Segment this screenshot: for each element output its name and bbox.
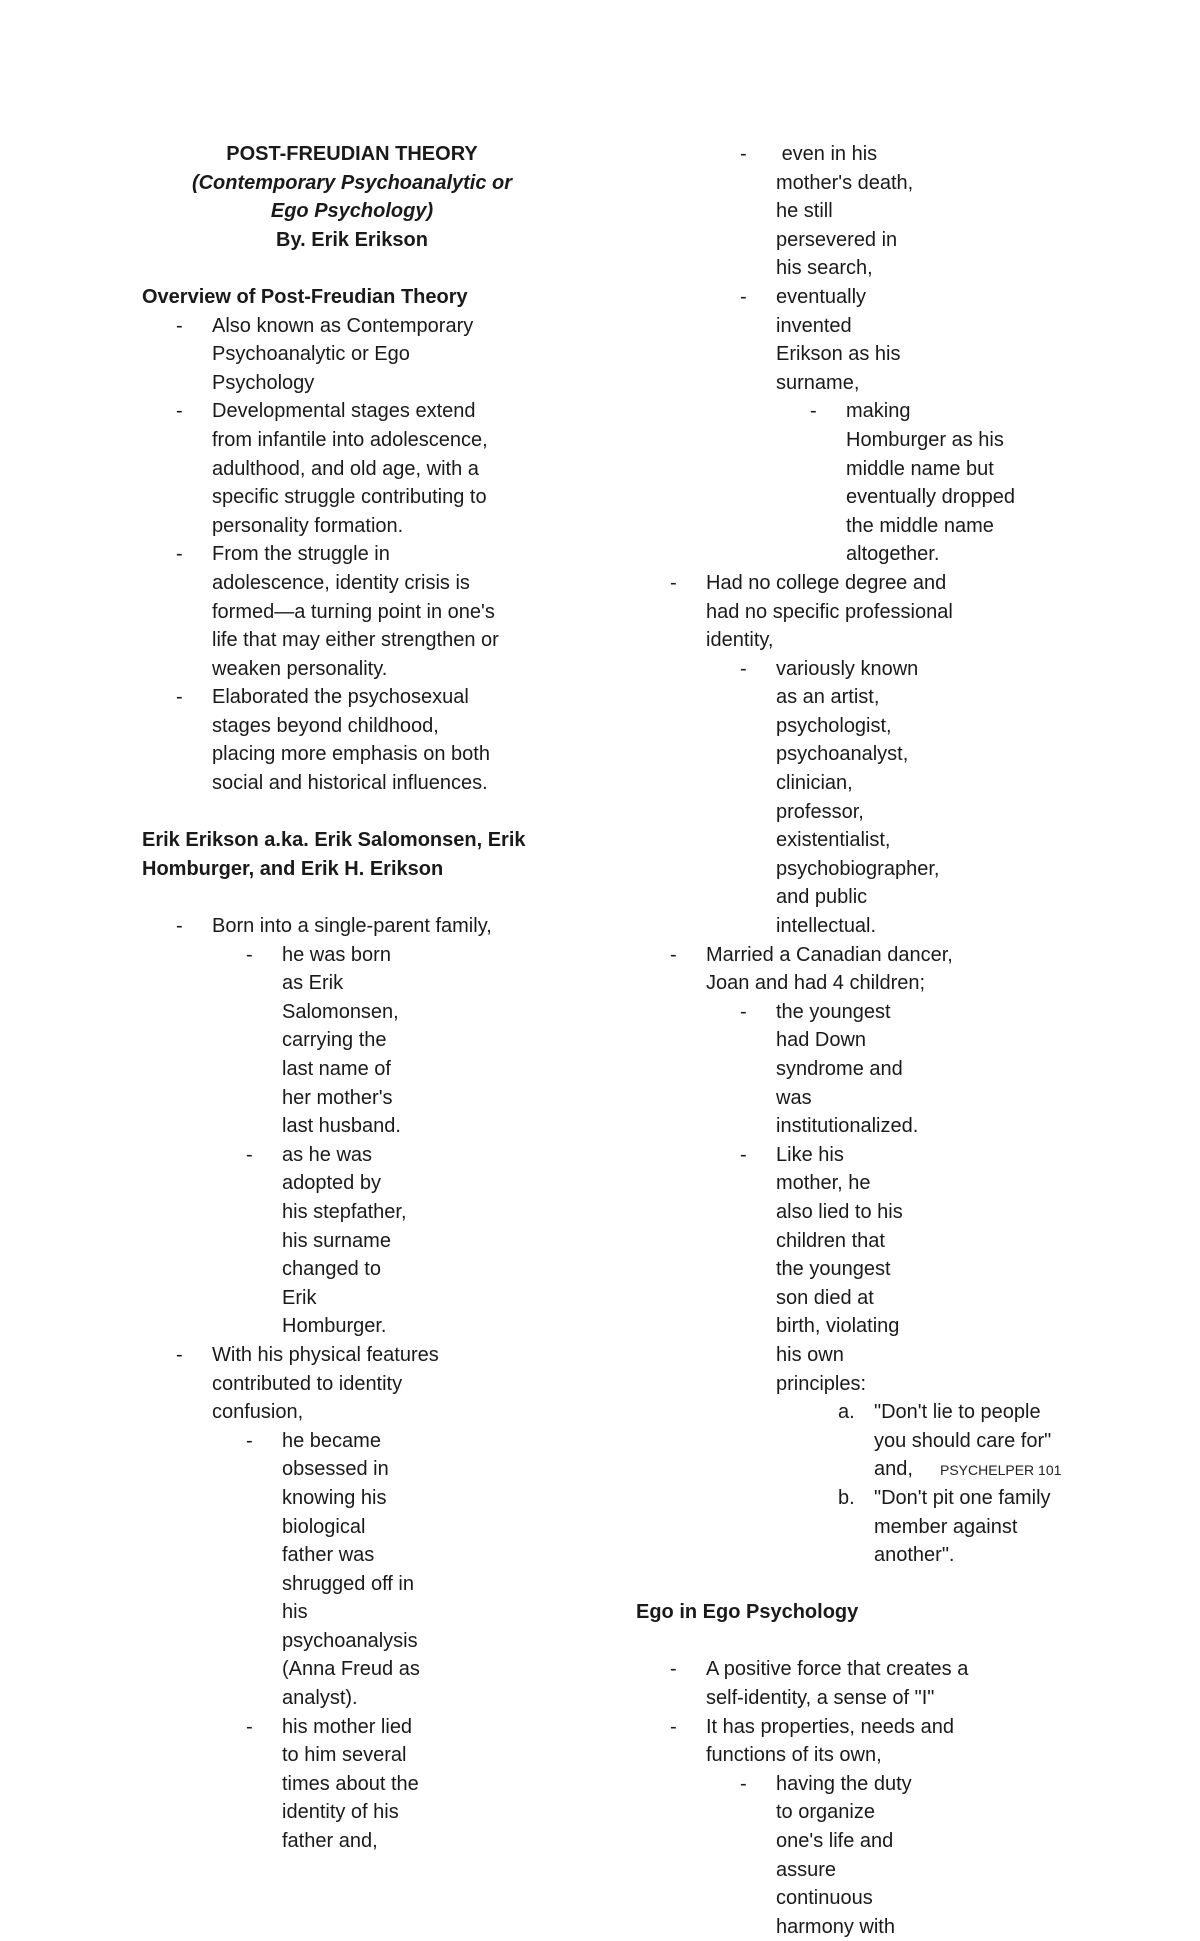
list-subitem: - Like his mother, he also lied to his children that the youngest son died at birth, violating his own principles: xyxy=(740,1143,903,1395)
list-subitem: - variously known as an artist, psychologist, psychoanalyst, clinician, professor, existentialist, psychobiographer, and public intellectual. xyxy=(740,657,940,938)
list-subitem: - he became obsessed in knowing his biological father was shrugged off in his psychoanalysis (Anna Freud as analyst). xyxy=(246,1429,420,1710)
document-subtitle-line2: Ego Psychology) xyxy=(270,200,434,223)
list-item: - A positive force that creates a self-identity, a sense of "I" xyxy=(670,1658,969,1710)
list-subitem: - even in his mother's death, he still persevered in his search, xyxy=(740,143,919,280)
section-heading-ego: Ego in Ego Psychology xyxy=(636,1601,859,1624)
document-author: By. Erik Erikson xyxy=(276,228,428,251)
list-subitem: - he was born as Erik Salomonsen, carrying the last name of her mother's last husband. xyxy=(246,943,401,1138)
list-item: - From the struggle in adolescence, identity crisis is formed—a turning point in one's life that may either strengthen or weaken personality. xyxy=(176,543,499,680)
list-item: - Married a Canadian dancer, Joan and had 4 children; xyxy=(670,943,953,995)
list-item: - It has properties, needs and functions of its own, xyxy=(670,1715,954,1767)
document-title: POST-FREUDIAN THEORY xyxy=(226,143,478,165)
left-column xyxy=(142,140,572,1856)
section-heading-erikson: Erik Erikson a.ka. Erik Salomonsen, Erik xyxy=(142,829,526,852)
section-heading-overview: Overview of Post-Freudian Theory xyxy=(142,285,468,308)
list-subsubitem: - making Homburger as his middle name but eventually dropped the middle name altogether. xyxy=(810,400,1016,566)
list-subitem: - eventually invented Erikson as his surname, xyxy=(740,285,901,394)
list-item: - Born into a single-parent family, xyxy=(176,915,492,938)
list-subitem: - his mother lied to him several times about the identity of his father and, xyxy=(246,1715,419,1853)
document-subtitle-line1: (Contemporary Psychoanalytic or xyxy=(191,171,513,194)
list-item: - Elaborated the psychosexual stages beyond childhood, placing more emphasis on both social and historical influences. xyxy=(176,686,490,795)
list-item: - Also known as Contemporary Psychoanalytic or Ego Psychology xyxy=(176,314,474,394)
list-enumerated-item: b. "Don't pit one family member against another". xyxy=(838,1486,1051,1567)
list-item: - With his physical features contributed to identity confusion, xyxy=(176,1343,439,1424)
list-item: - Had no college degree and had no specific professional identity, xyxy=(670,571,953,652)
document-title-block xyxy=(142,140,562,254)
list-subitem: - having the duty to organize one's life and assure continuous harmony with xyxy=(740,1772,912,1938)
right-column xyxy=(636,140,1076,1941)
list-subitem: - as he was adopted by his stepfather, his surname changed to Erik Homburger. xyxy=(246,1143,407,1338)
list-item: - Developmental stages extend from infantile into adolescence, adulthood, and old age, with a specific struggle contributing to personality formation. xyxy=(176,400,488,537)
list-subitem: - the youngest had Down syndrome and was institutionalized. xyxy=(740,1000,919,1138)
list-enumerated-item: a. "Don't lie to people you should care for" and, xyxy=(838,1401,1052,1481)
page-footer: PSYCHELPER 101 xyxy=(940,1462,1062,1478)
section-heading-erikson-cont: Homburger, and Erik H. Erikson xyxy=(142,857,444,880)
